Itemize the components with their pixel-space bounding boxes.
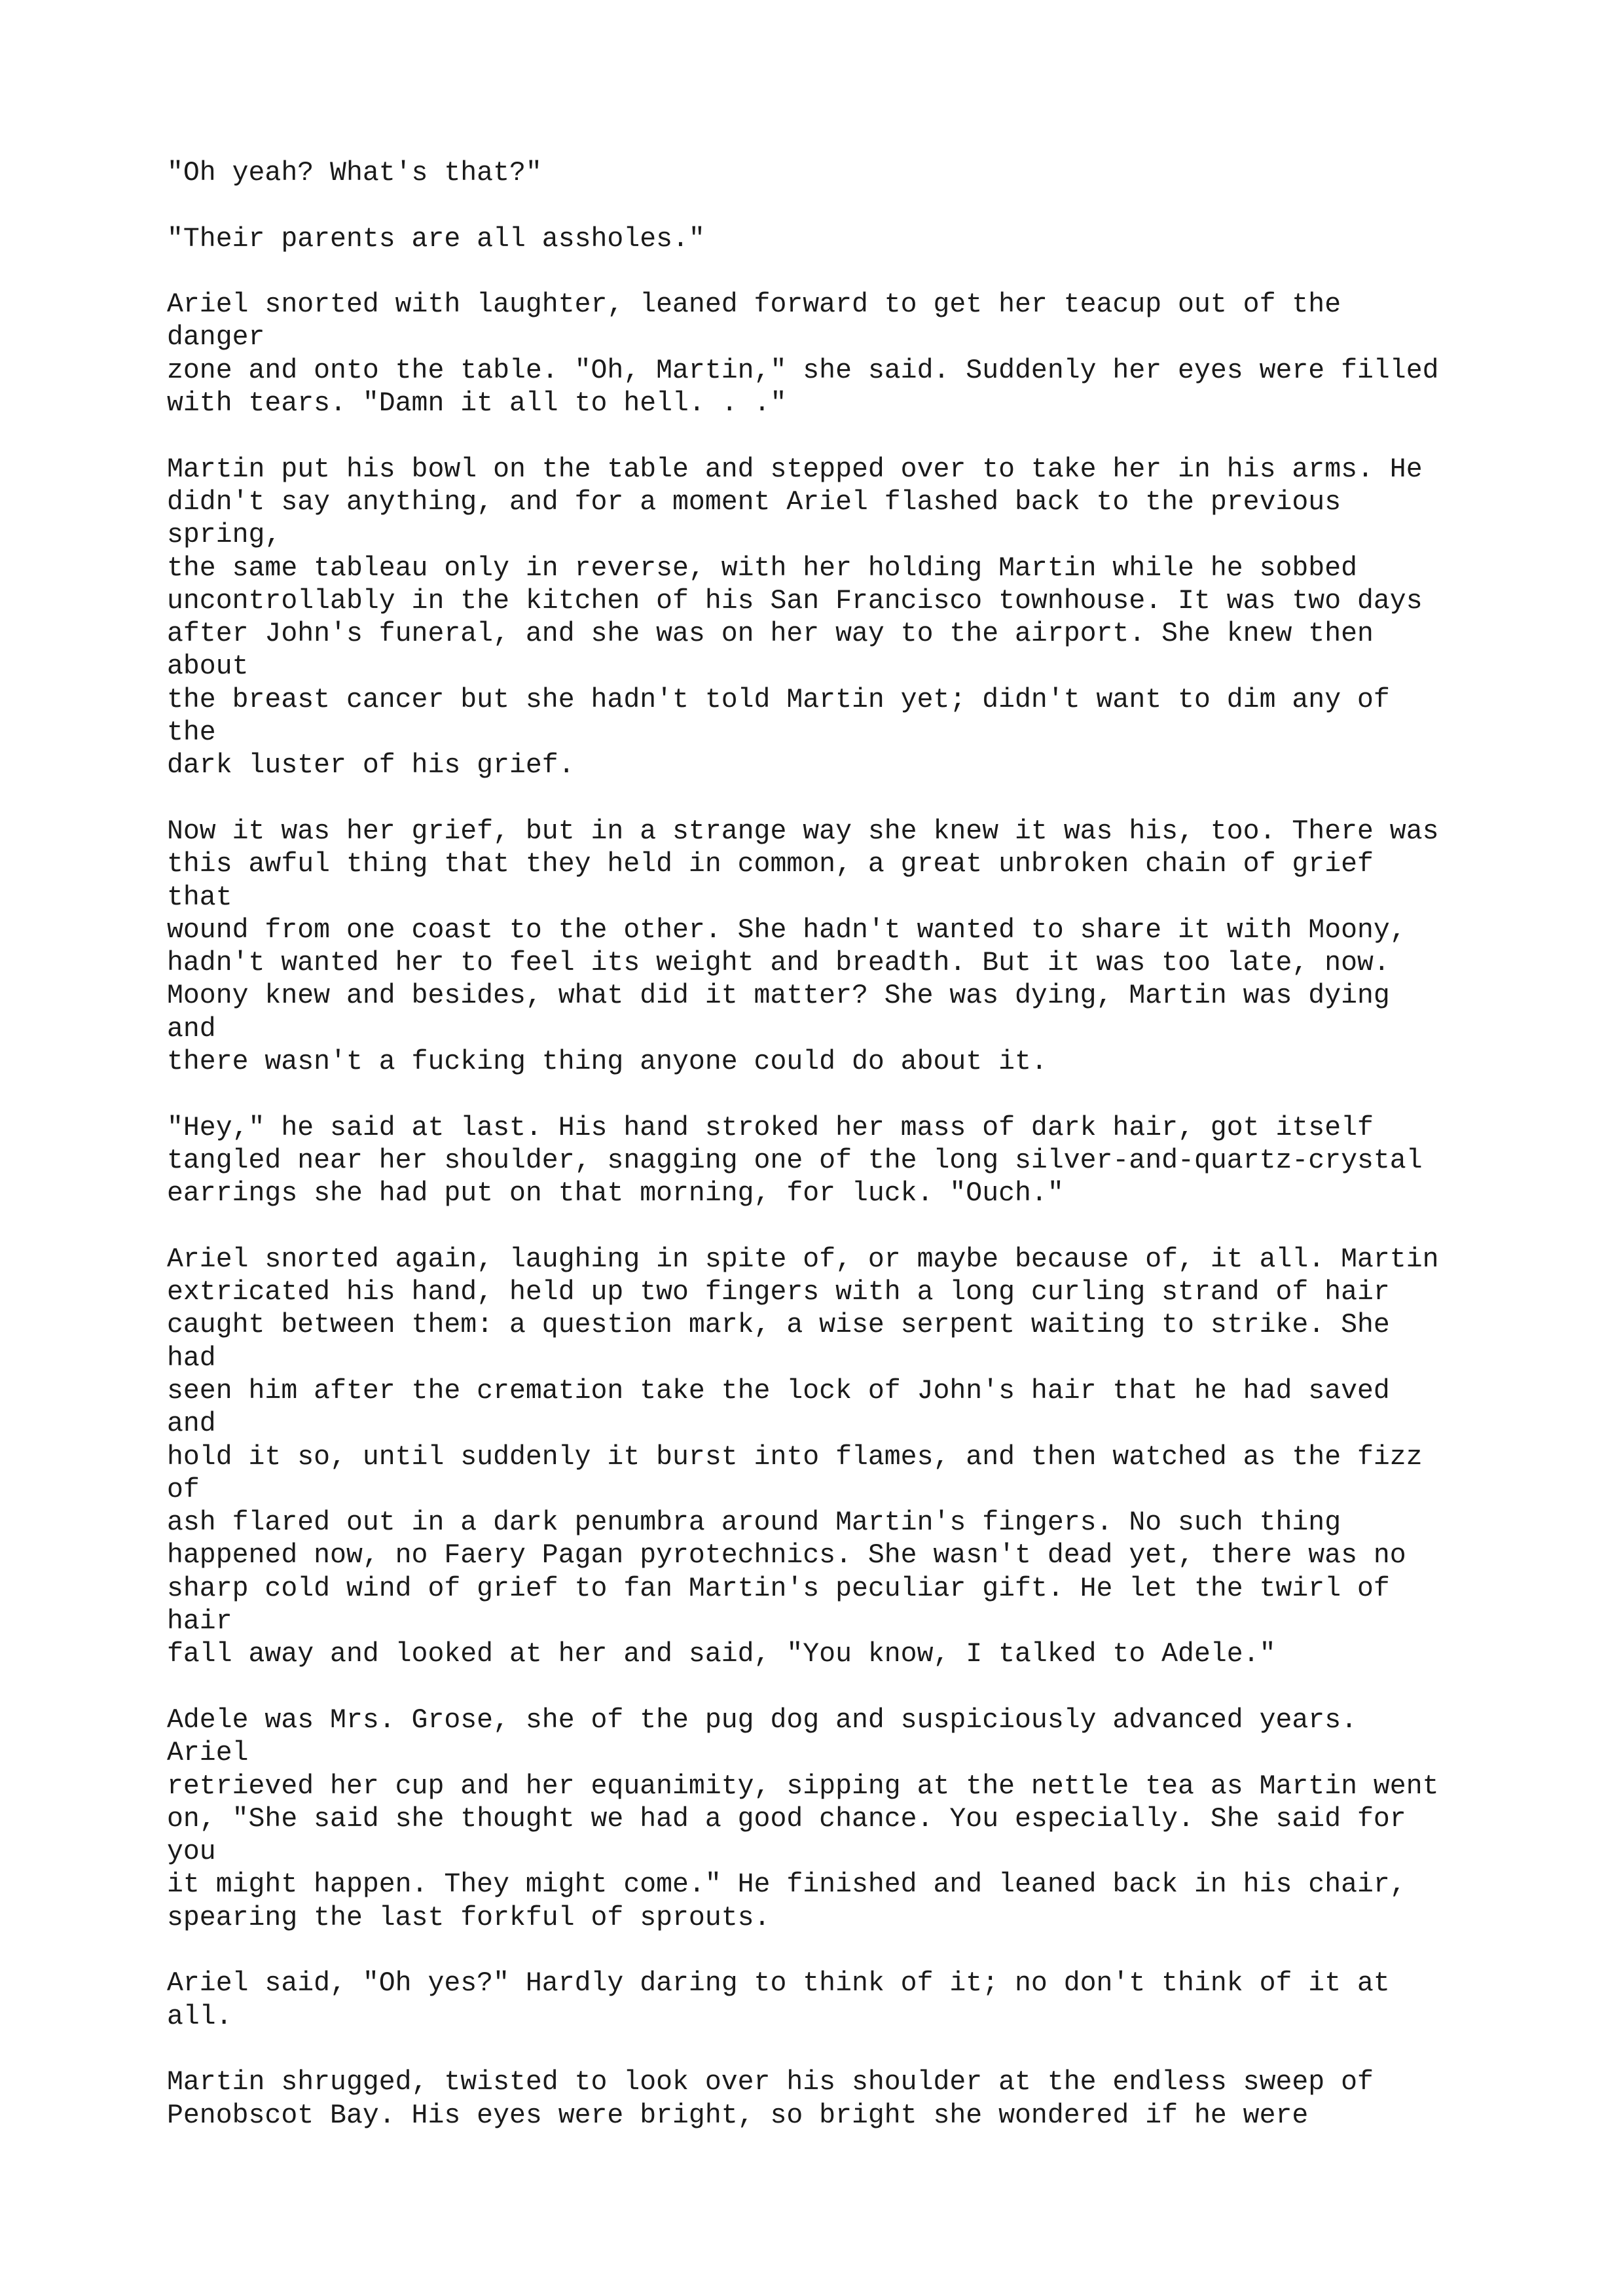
- text-line: about: [167, 651, 249, 683]
- text-line: this awful thing that they held in common, a great unbroken chain of grief: [167, 849, 1374, 880]
- text-line: dark luster of his grief.: [167, 750, 575, 781]
- text-line: the breast cancer but she hadn't told Martin yet; didn't want to dim any of: [167, 684, 1390, 715]
- text-line: Ariel snorted again, laughing in spite of, or maybe because of, it all. Martin: [167, 1244, 1439, 1275]
- text-line: "Hey," he said at last. His hand stroked her mass of dark hair, got itself: [167, 1112, 1374, 1143]
- blank-line: [167, 783, 1542, 816]
- text-line: that: [167, 882, 232, 913]
- manuscript-text: [167, 157, 1542, 2132]
- text-line: there wasn't a fucking thing anyone could do about it.: [167, 1047, 1048, 1078]
- text-line: Martin shrugged, twisted to look over his shoulder at the endless sweep of: [167, 2067, 1374, 2098]
- text-line: hold it so, until suddenly it burst into flames, and then watched as the fizz: [167, 1441, 1423, 1473]
- text-line: the same tableau only in reverse, with her holding Martin while he sobbed: [167, 552, 1357, 584]
- text-line: extricated his hand, held up two fingers with a long curling strand of hair: [167, 1277, 1390, 1308]
- blank-line: [167, 190, 1542, 223]
- text-line: Now it was her grief, but in a strange way she knew it was his, too. There was: [167, 816, 1439, 847]
- text-line: the: [167, 717, 216, 749]
- text-line: Ariel: [167, 1738, 249, 1769]
- text-line: hadn't wanted her to feel its weight and breadth. But it was too late, now.: [167, 948, 1390, 979]
- text-line: Moony knew and besides, what did it matter? She was dying, Martin was dying: [167, 980, 1390, 1012]
- text-line: "Their parents are all assholes.": [167, 223, 705, 255]
- text-line: zone and onto the table. "Oh, Martin," she said. Suddenly her eyes were filled: [167, 355, 1439, 386]
- blank-line: [167, 1211, 1542, 1244]
- text-line: danger: [167, 322, 265, 353]
- text-line: and: [167, 1408, 216, 1440]
- text-line: seen him after the cremation take the lock of John's hair that he had saved: [167, 1375, 1390, 1407]
- blank-line: [167, 1079, 1542, 1111]
- text-line: retrieved her cup and her equanimity, sipping at the nettle tea as Martin went: [167, 1770, 1439, 1802]
- text-line: sharp cold wind of grief to fan Martin's peculiar gift. He let the twirl of: [167, 1573, 1390, 1604]
- text-line: on, "She said she thought we had a good chance. You especially. She said for: [167, 1803, 1406, 1835]
- text-line: and: [167, 1013, 216, 1045]
- text-line: Ariel said, "Oh yes?" Hardly daring to think of it; no don't think of it at: [167, 1968, 1390, 2000]
- blank-line: [167, 1672, 1542, 1704]
- text-line: after John's funeral, and she was on her way to the airport. She knew then: [167, 619, 1374, 650]
- text-line: wound from one coast to the other. She hadn't wanted to share it with Moony,: [167, 914, 1406, 946]
- text-line: all.: [167, 2001, 232, 2032]
- blank-line: [167, 256, 1542, 289]
- text-line: uncontrollably in the kitchen of his San Francisco townhouse. It was two days: [167, 585, 1423, 617]
- text-line: Martin put his bowl on the table and stepped over to take her in his arms. He: [167, 454, 1423, 485]
- text-line: fall away and looked at her and said, "You know, I talked to Adele.": [167, 1639, 1276, 1670]
- text-line: hair: [167, 1606, 232, 1638]
- blank-line: [167, 1935, 1542, 1967]
- text-line: it might happen. They might come." He finished and leaned back in his chair,: [167, 1869, 1406, 1901]
- text-line: didn't say anything, and for a moment Ariel flashed back to the previous: [167, 486, 1341, 518]
- text-line: Penobscot Bay. His eyes were bright, so bright she wondered if he were: [167, 2100, 1309, 2131]
- text-line: Ariel snorted with laughter, leaned forward to get her teacup out of the: [167, 289, 1341, 321]
- blank-line: [167, 420, 1542, 453]
- text-line: earrings she had put on that morning, for luck. "Ouch.": [167, 1178, 1064, 1210]
- text-line: "Oh yeah? What's that?": [167, 158, 542, 188]
- text-line: you: [167, 1837, 216, 1868]
- text-line: happened now, no Faery Pagan pyrotechnics. She wasn't dead yet, there was no: [167, 1540, 1406, 1571]
- text-line: ash flared out in a dark penumbra around Martin's fingers. No such thing: [167, 1507, 1341, 1539]
- blank-line: [167, 2034, 1542, 2066]
- text-line: Adele was Mrs. Grose, she of the pug dog and suspiciously advanced years.: [167, 1704, 1357, 1736]
- text-line: spring,: [167, 520, 282, 551]
- text-line: had: [167, 1342, 216, 1374]
- text-line: spearing the last forkful of sprouts.: [167, 1902, 771, 1933]
- text-line: tangled near her shoulder, snagging one of the long silver-and-quartz-crystal: [167, 1145, 1423, 1176]
- text-line: of: [167, 1474, 200, 1505]
- text-line: with tears. "Damn it all to hell. . .": [167, 388, 787, 420]
- text-line: caught between them: a question mark, a wise serpent waiting to strike. She: [167, 1310, 1390, 1341]
